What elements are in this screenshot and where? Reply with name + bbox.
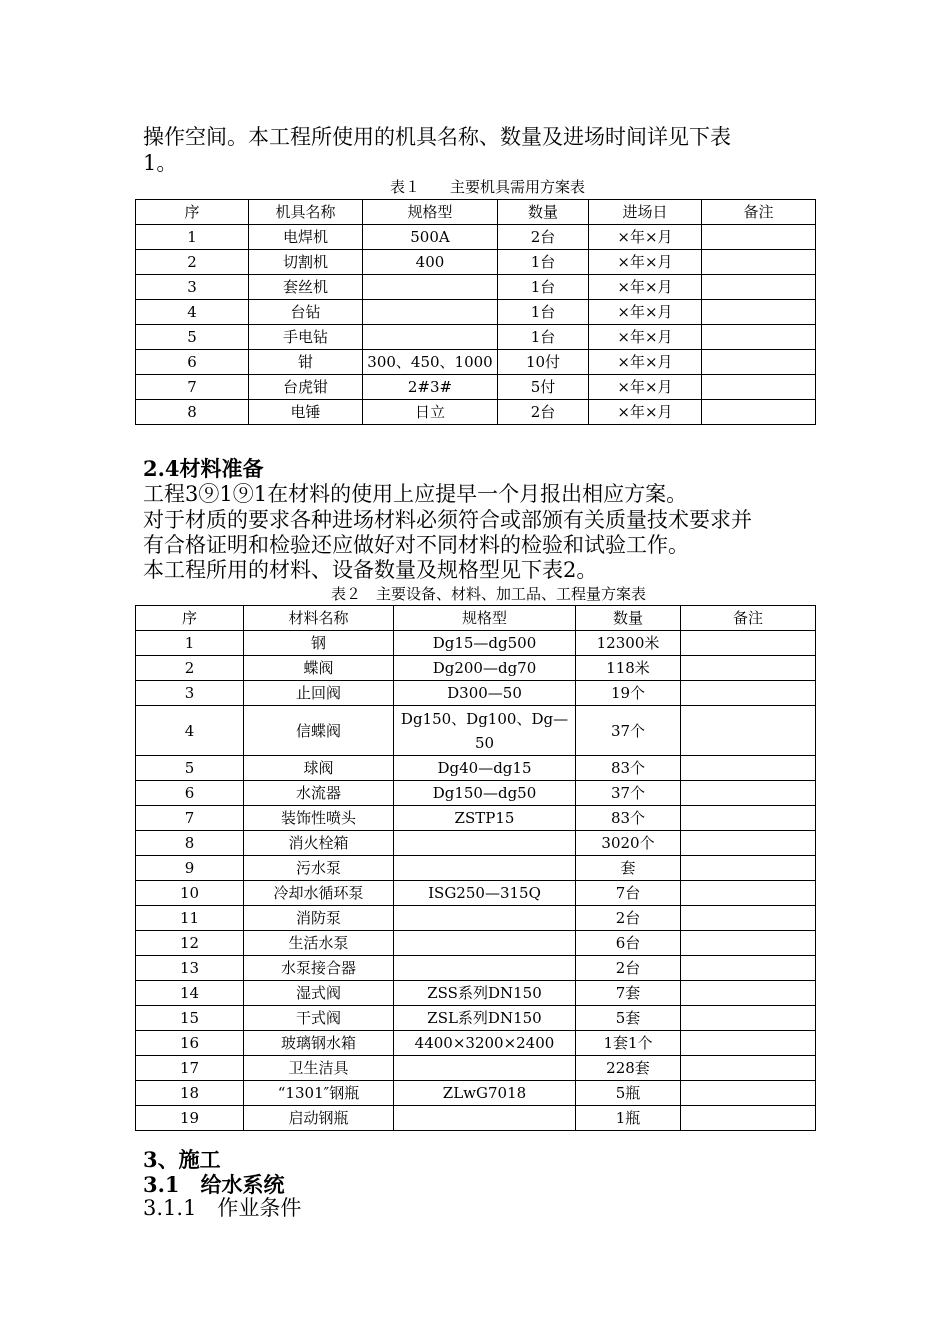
table1-cell [363, 300, 498, 325]
table2-cell [394, 931, 576, 956]
table2-cell [681, 806, 816, 831]
table2-header-cell: 规格型 [394, 606, 576, 631]
table1-cell: 2#3# [363, 375, 498, 400]
table1-cell: 2台 [498, 225, 589, 250]
table1-cell: 3 [136, 275, 249, 300]
table2-cell: 37个 [576, 781, 681, 806]
table2-cell [681, 781, 816, 806]
table2-cell [681, 831, 816, 856]
section-3-1-1-heading: 3.1.1 作业条件 [143, 1196, 302, 1220]
table2-cell: 19个 [576, 681, 681, 706]
table2-cell: 5瓶 [576, 1081, 681, 1106]
table1-cell [702, 350, 816, 375]
table2-cell: 7套 [576, 981, 681, 1006]
table2-cell: 18 [136, 1081, 244, 1106]
table2-cell: 3020个 [576, 831, 681, 856]
table2-cell [681, 856, 816, 881]
table2-cell: 6 [136, 781, 244, 806]
table2-cell: 1套1个 [576, 1031, 681, 1056]
table2-cell: 信蝶阀 [244, 706, 394, 756]
table-row [136, 400, 816, 425]
section-3-1-heading: 3.1 给水系统 [143, 1172, 285, 1197]
table1-cell [363, 275, 498, 300]
table2-cell [681, 981, 816, 1006]
table2-cell [681, 1006, 816, 1031]
table2-cell: 装饰性喷头 [244, 806, 394, 831]
table2-cell: 17 [136, 1056, 244, 1081]
table2-cell: 湿式阀 [244, 981, 394, 1006]
table2-cell: 水流器 [244, 781, 394, 806]
table1-cell [702, 250, 816, 275]
table1-cell: 6 [136, 350, 249, 375]
table2-cell [681, 931, 816, 956]
table1-cell: 1台 [498, 325, 589, 350]
table1-cell: 400 [363, 250, 498, 275]
table2-cell [681, 681, 816, 706]
table1-cell: 切割机 [249, 250, 363, 275]
materials-table [135, 605, 816, 1131]
intro-line-1: 操作空间。本工程所使用的机具名称、数量及进场时间详见下表 [143, 125, 731, 149]
table1-cell: 台虎钳 [249, 375, 363, 400]
table-row [136, 631, 816, 656]
table-row [136, 781, 816, 806]
table1-cell: 4 [136, 300, 249, 325]
table2-cell: 启动钢瓶 [244, 1106, 394, 1131]
table2-cell: 228套 [576, 1056, 681, 1081]
table1-cell: ×年×月 [589, 300, 702, 325]
table1-cell: ×年×月 [589, 225, 702, 250]
table1-cell: 电锤 [249, 400, 363, 425]
table1-cell: 套丝机 [249, 275, 363, 300]
table2-cell: 套 [576, 856, 681, 881]
table2-cell: 118米 [576, 656, 681, 681]
table1-header-cell: 备注 [702, 200, 816, 225]
section-2-4-paragraph-3: 有合格证明和检验还应做好对不同材料的检验和试验工作。 [143, 533, 689, 557]
table-row [136, 881, 816, 906]
table-row [136, 1056, 816, 1081]
section-2-4-paragraph-2: 对于材质的要求各种进场材料必须符合或部颁有关质量技术要求并 [143, 508, 752, 532]
table-row [136, 1081, 816, 1106]
table2-cell: Dg150、Dg100、Dg—50 [394, 706, 576, 756]
table2-cell: 3 [136, 681, 244, 706]
table1-cell [702, 325, 816, 350]
table1-cell: 10付 [498, 350, 589, 375]
table2-cell [681, 1031, 816, 1056]
table-row [136, 981, 816, 1006]
table1-cell [702, 275, 816, 300]
table2-cell: 37个 [576, 706, 681, 756]
table2-cell [681, 1081, 816, 1106]
table1-cell: 钳 [249, 350, 363, 375]
intro-line-2: 1。 [143, 151, 178, 175]
table2-cell: 1瓶 [576, 1106, 681, 1131]
table-row [136, 325, 816, 350]
section-2-4-heading: 2.4材料准备 [143, 456, 264, 481]
table2-cell: 冷却水循环泵 [244, 881, 394, 906]
table2-header-cell: 备注 [681, 606, 816, 631]
table-row [136, 350, 816, 375]
table-row [136, 806, 816, 831]
table-row [136, 1031, 816, 1056]
table-row [136, 225, 816, 250]
table2-cell: 蝶阀 [244, 656, 394, 681]
table2-cell: ZSTP15 [394, 806, 576, 831]
section-3-heading: 3、施工 [143, 1147, 221, 1172]
table2-cell: 19 [136, 1106, 244, 1131]
table1-cell: 5付 [498, 375, 589, 400]
table2-cell: 11 [136, 906, 244, 931]
table2-cell: 7 [136, 806, 244, 831]
table1-cell: 日立 [363, 400, 498, 425]
table1-cell [702, 225, 816, 250]
table2-caption: 表２ 主要设备、材料、加工品、工程量方案表 [331, 585, 647, 603]
table2-cell [681, 881, 816, 906]
table2-cell: 生活水泵 [244, 931, 394, 956]
table2-cell: 10 [136, 881, 244, 906]
table2-cell: 15 [136, 1006, 244, 1031]
table2-cell [681, 631, 816, 656]
table2-cell: Dg200—dg70 [394, 656, 576, 681]
table1-cell: 5 [136, 325, 249, 350]
table2-cell: 7台 [576, 881, 681, 906]
table1-cell [702, 375, 816, 400]
table2-cell [681, 906, 816, 931]
table2-cell [394, 906, 576, 931]
table2-cell: Dg15—dg500 [394, 631, 576, 656]
table2-cell: 9 [136, 856, 244, 881]
table1-cell: 手电钻 [249, 325, 363, 350]
table2-cell [394, 1106, 576, 1131]
table1-cell: 1台 [498, 250, 589, 275]
table2-cell: 2台 [576, 906, 681, 931]
table2-cell: ZSL系列DN150 [394, 1006, 576, 1031]
table1-cell: ×年×月 [589, 350, 702, 375]
table1-cell: 2台 [498, 400, 589, 425]
table2-cell [681, 956, 816, 981]
equipment-table [135, 199, 816, 425]
table2-cell: 卫生洁具 [244, 1056, 394, 1081]
table2-cell: 止回阀 [244, 681, 394, 706]
section-2-4-paragraph-4: 本工程所用的材料、设备数量及规格型见下表2。 [143, 558, 598, 582]
table2-cell: 4400×3200×2400 [394, 1031, 576, 1056]
table2-cell: ZSS系列DN150 [394, 981, 576, 1006]
table2-cell: 83个 [576, 756, 681, 781]
table-row [136, 956, 816, 981]
table1-cell: 1台 [498, 275, 589, 300]
table2-cell: 16 [136, 1031, 244, 1056]
table1-cell: 8 [136, 400, 249, 425]
section-2-4-paragraph-1: 工程3⑨1⑨1在材料的使用上应提早一个月报出相应方案。 [143, 482, 688, 506]
table2-cell: “1301″钢瓶 [244, 1081, 394, 1106]
table1-cell: ×年×月 [589, 275, 702, 300]
table2-cell: 12 [136, 931, 244, 956]
table-row [136, 931, 816, 956]
table2-cell: 6台 [576, 931, 681, 956]
table-row [136, 906, 816, 931]
table2-cell: 2 [136, 656, 244, 681]
table2-header-row [136, 606, 816, 631]
table-row [136, 250, 816, 275]
table2-cell: 消火栓箱 [244, 831, 394, 856]
table2-cell: 5 [136, 756, 244, 781]
table1-cell: ×年×月 [589, 400, 702, 425]
table2-cell: 1 [136, 631, 244, 656]
table1-header-cell: 进场日 [589, 200, 702, 225]
table2-cell [681, 1056, 816, 1081]
table1-header-cell: 机具名称 [249, 200, 363, 225]
table-row [136, 1106, 816, 1131]
table2-cell: 球阀 [244, 756, 394, 781]
table2-cell [394, 856, 576, 881]
table1-cell: 2 [136, 250, 249, 275]
table-row [136, 831, 816, 856]
table1-cell: 电焊机 [249, 225, 363, 250]
table1-cell: ×年×月 [589, 250, 702, 275]
table2-cell: Dg150—dg50 [394, 781, 576, 806]
table1-header-cell: 序 [136, 200, 249, 225]
table1-cell [702, 400, 816, 425]
table1-cell: 1 [136, 225, 249, 250]
table2-cell: Dg40—dg15 [394, 756, 576, 781]
table2-cell: 污水泵 [244, 856, 394, 881]
table1-cell: 500A [363, 225, 498, 250]
table-row [136, 656, 816, 681]
table-row [136, 706, 816, 756]
table1-cell: ×年×月 [589, 325, 702, 350]
table-row [136, 275, 816, 300]
table1-cell: 1台 [498, 300, 589, 325]
table2-cell: ZLwG7018 [394, 1081, 576, 1106]
table2-cell: 2台 [576, 956, 681, 981]
table1-cell [702, 300, 816, 325]
table1-caption: 表１ 主要机具需用方案表 [390, 178, 586, 196]
table1-cell: 300、450、1000 [363, 350, 498, 375]
table-row [136, 681, 816, 706]
table2-cell: 14 [136, 981, 244, 1006]
table2-cell: ISG250—315Q [394, 881, 576, 906]
table-row [136, 1006, 816, 1031]
table2-cell [394, 831, 576, 856]
table1-cell: 7 [136, 375, 249, 400]
table2-cell [681, 656, 816, 681]
table2-cell [394, 956, 576, 981]
table-row [136, 300, 816, 325]
table2-cell: 玻璃钢水箱 [244, 1031, 394, 1056]
table2-cell [681, 1106, 816, 1131]
table1-cell [363, 325, 498, 350]
table2-cell: D300—50 [394, 681, 576, 706]
table1-header-cell: 数量 [498, 200, 589, 225]
table2-cell: 12300米 [576, 631, 681, 656]
table2-header-cell: 序 [136, 606, 244, 631]
table2-cell: 4 [136, 706, 244, 756]
table2-cell: 13 [136, 956, 244, 981]
table-row [136, 756, 816, 781]
table1-header-row [136, 200, 816, 225]
table2-cell: 消防泵 [244, 906, 394, 931]
table2-header-cell: 材料名称 [244, 606, 394, 631]
table-row [136, 856, 816, 881]
table1-header-cell: 规格型 [363, 200, 498, 225]
table2-cell: 钢 [244, 631, 394, 656]
table2-cell [394, 1056, 576, 1081]
table2-cell: 5套 [576, 1006, 681, 1031]
table2-cell: 8 [136, 831, 244, 856]
table2-cell [681, 706, 816, 756]
table2-cell: 83个 [576, 806, 681, 831]
table2-cell [681, 756, 816, 781]
table1-cell: ×年×月 [589, 375, 702, 400]
table2-cell: 干式阀 [244, 1006, 394, 1031]
table2-header-cell: 数量 [576, 606, 681, 631]
table-row [136, 375, 816, 400]
table1-cell: 台钻 [249, 300, 363, 325]
table2-cell: 水泵接合器 [244, 956, 394, 981]
